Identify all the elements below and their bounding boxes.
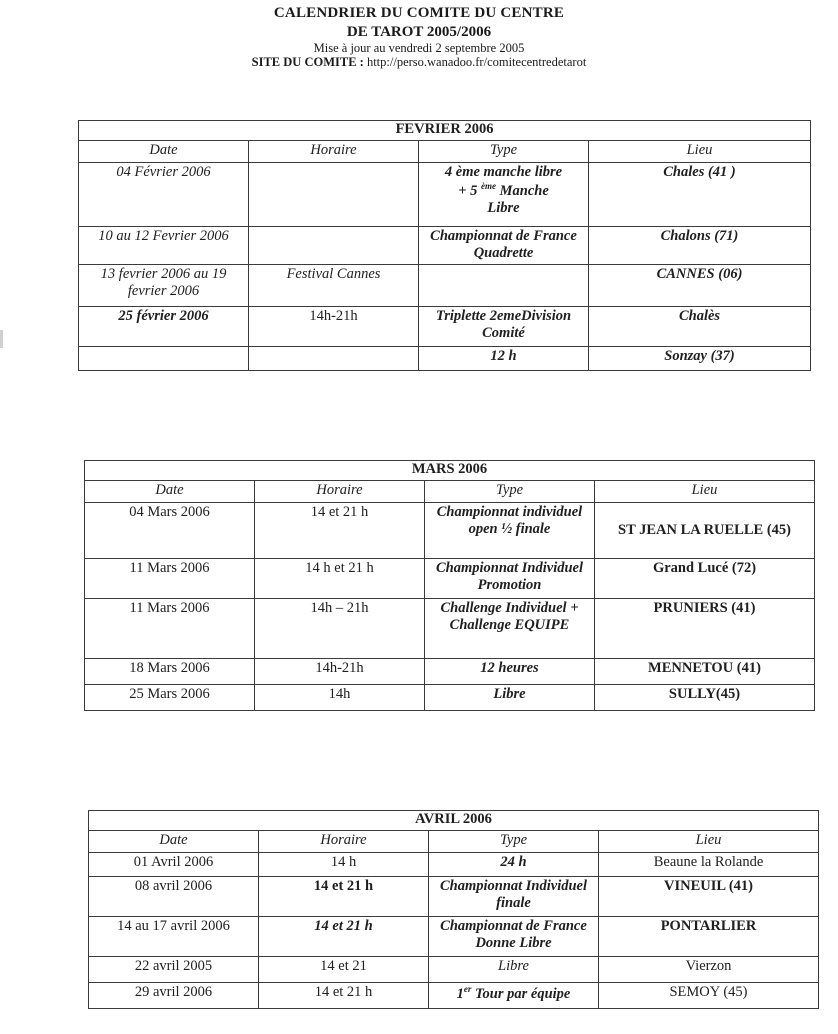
cell-date: 13 fevrier 2006 au 19 fevrier 2006	[79, 265, 249, 307]
cell-date: 25 Mars 2006	[85, 685, 255, 711]
cell-date: 10 au 12 Fevrier 2006	[79, 227, 249, 265]
cell-lieu: SEMOY (45)	[599, 983, 819, 1009]
cell-type	[429, 983, 599, 1009]
document-title: CALENDRIER DU COMITE DU CENTRE	[273, 5, 565, 21]
column-header-lieu: Lieu	[595, 481, 815, 503]
site-label: SITE DU COMITE :	[251, 55, 364, 69]
table-row	[89, 957, 819, 983]
cell-lieu: PONTARLIER	[599, 917, 819, 957]
table-row	[89, 853, 819, 877]
cell-type: 12 heures	[425, 659, 595, 685]
cell-date: 25 février 2006	[79, 307, 249, 347]
type-line: Manche	[495, 182, 549, 199]
table-row	[79, 307, 811, 347]
column-header-type: Type	[419, 141, 589, 163]
column-header-date: Date	[85, 481, 255, 503]
cell-lieu: Sonzay (37)	[589, 347, 811, 371]
cell-type: Libre	[425, 685, 595, 711]
type-line: + 5	[458, 182, 478, 199]
cell-lieu: Vierzon	[599, 957, 819, 983]
cell-date: 18 Mars 2006	[85, 659, 255, 685]
column-header-date: Date	[79, 141, 249, 163]
type-superscript: er	[463, 984, 472, 994]
document-header	[0, 4, 838, 70]
cell-lieu: ST JEAN LA RUELLE (45)	[595, 503, 815, 559]
cell-date: 11 Mars 2006	[85, 599, 255, 659]
table-row	[85, 599, 815, 659]
cell-type: Championnat de France Quadrette	[419, 227, 589, 265]
cell-lieu: Chalès	[589, 307, 811, 347]
table-mars	[84, 460, 815, 711]
cell-lieu: PRUNIERS (41)	[595, 599, 815, 659]
cell-date: 11 Mars 2006	[85, 559, 255, 599]
table-row	[79, 347, 811, 371]
column-header-horaire: Horaire	[259, 831, 429, 853]
column-header-type: Type	[425, 481, 595, 503]
cell-horaire: 14h – 21h	[255, 599, 425, 659]
table-avril	[88, 810, 819, 1009]
cell-horaire: 14 et 21 h	[259, 983, 429, 1009]
table-row	[85, 685, 815, 711]
type-part: 1	[456, 985, 464, 1002]
cell-type: 24 h	[429, 853, 599, 877]
document-subtitle: DE TAROT 2005/2006	[346, 24, 492, 40]
cell-horaire	[249, 227, 419, 265]
table-row	[85, 503, 815, 559]
cell-lieu: Beaune la Rolande	[599, 853, 819, 877]
cell-horaire: Festival Cannes	[249, 265, 419, 307]
column-header-lieu: Lieu	[599, 831, 819, 853]
cell-lieu: Grand Lucé (72)	[595, 559, 815, 599]
scan-mark	[0, 330, 3, 348]
site-url: http://perso.wanadoo.fr/comitecentredetarot	[366, 55, 587, 69]
column-header-horaire: Horaire	[255, 481, 425, 503]
cell-type	[419, 265, 589, 307]
cell-type: Libre	[429, 957, 599, 983]
table-row	[85, 559, 815, 599]
cell-date: 08 avril 2006	[89, 877, 259, 917]
cell-type: Championnat Individuel Promotion	[425, 559, 595, 599]
type-part: Tour par équipe	[471, 985, 571, 1002]
cell-date: 04 Mars 2006	[85, 503, 255, 559]
table-title-mars: MARS 2006	[85, 461, 815, 481]
cell-type: Championnat Individuel finale	[429, 877, 599, 917]
cell-type: Challenge Individuel + Challenge EQUIPE	[425, 599, 595, 659]
cell-type: Championnat de France Donne Libre	[429, 917, 599, 957]
update-date: Mise à jour au vendredi 2 septembre 2005	[313, 41, 525, 55]
cell-horaire: 14 et 21 h	[259, 917, 429, 957]
table-row	[89, 877, 819, 917]
cell-horaire: 14 et 21 h	[259, 877, 429, 917]
cell-horaire: 14h	[255, 685, 425, 711]
table-row	[89, 983, 819, 1009]
cell-horaire: 14h-21h	[249, 307, 419, 347]
table-row	[89, 917, 819, 957]
cell-lieu: SULLY(45)	[595, 685, 815, 711]
type-line: Libre	[487, 199, 520, 216]
cell-type: Championnat individuel open ½ finale	[425, 503, 595, 559]
type-line: 4 ème manche libre	[444, 164, 563, 180]
cell-lieu: CANNES (06)	[589, 265, 811, 307]
cell-date: 01 Avril 2006	[89, 853, 259, 877]
column-header-lieu: Lieu	[589, 141, 811, 163]
cell-date: 04 Février 2006	[79, 163, 249, 227]
cell-lieu: Chales (41 )	[589, 163, 811, 227]
table-fevrier	[78, 120, 811, 371]
cell-horaire: 14 et 21	[259, 957, 429, 983]
cell-lieu: MENNETOU (41)	[595, 659, 815, 685]
cell-horaire: 14h-21h	[255, 659, 425, 685]
table-title-fevrier: FEVRIER 2006	[79, 121, 811, 141]
table-row	[79, 265, 811, 307]
cell-type	[419, 163, 589, 227]
column-header-date: Date	[89, 831, 259, 853]
type-superscript: ème	[480, 181, 496, 191]
cell-lieu: VINEUIL (41)	[599, 877, 819, 917]
cell-date: 22 avril 2005	[89, 957, 259, 983]
cell-date: 29 avril 2006	[89, 983, 259, 1009]
table-row	[79, 227, 811, 265]
column-header-type: Type	[429, 831, 599, 853]
cell-lieu: Chalons (71)	[589, 227, 811, 265]
table-row	[79, 163, 811, 227]
cell-horaire	[249, 163, 419, 227]
cell-horaire	[249, 347, 419, 371]
site-line	[0, 55, 838, 70]
cell-horaire: 14 h et 21 h	[255, 559, 425, 599]
cell-horaire: 14 et 21 h	[255, 503, 425, 559]
table-title-avril: AVRIL 2006	[89, 811, 819, 831]
cell-date	[79, 347, 249, 371]
cell-horaire: 14 h	[259, 853, 429, 877]
cell-type: Triplette 2emeDivision Comité	[419, 307, 589, 347]
cell-type: 12 h	[419, 347, 589, 371]
table-row	[85, 659, 815, 685]
column-header-horaire: Horaire	[249, 141, 419, 163]
cell-date: 14 au 17 avril 2006	[89, 917, 259, 957]
